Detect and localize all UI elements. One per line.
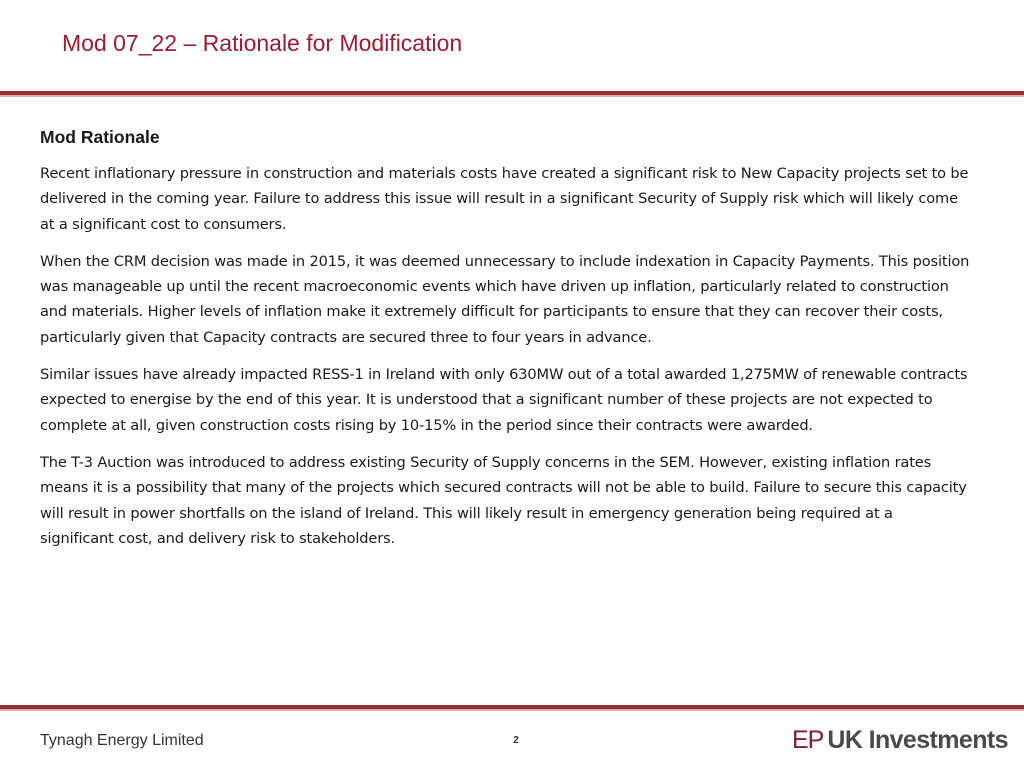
- slide-content: [40, 127, 970, 563]
- paragraph-4: The T-3 Auction was introduced to address existing Security of Supply concerns in the SEM. However, existing inflation rates means it is a possibility that many of the projects which secured contracts will not be able to build. Failure to secure this capacity will result in power shortfalls on the island of Ireland. This will likely result in emergency generation being required at a significant cost, and delivery risk to stakeholders.: [40, 453, 967, 547]
- paragraph-2: When the CRM decision was made in 2015, it was deemed unnecessary to include indexation in Capacity Payments. This position was manageable up until the recent macroeconomic events which have driven up inflation, particularly related to construction and materials. Higher levels of inflation make it extremely difficult for participants to ensure that they can recover their costs, particularly given that Capacity contracts are secured three to four years in advance.: [40, 252, 970, 346]
- ep-uk-investments-logo: [792, 724, 1014, 756]
- header-divider-shadow: [0, 95, 1024, 97]
- logo-uk-investments-text: UK Investments: [827, 726, 1008, 754]
- slide-title: Mod 07_22 – Rationale for Modification: [62, 30, 463, 56]
- logo-ep-text: EP: [792, 726, 824, 754]
- page-number: 2: [513, 735, 519, 746]
- paragraph-3: Similar issues have already impacted RESS-1 in Ireland with only 630MW out of a total awarded 1,275MW of renewable contracts expected to energise by the end of this year. It is understood that a significant number of these projects are not expected to complete at all, given construction costs rising by 10-15% in the period since their contracts were awarded.: [40, 366, 968, 434]
- section-heading: Mod Rationale: [40, 127, 160, 147]
- footer-company-name: Tynagh Energy Limited: [40, 732, 204, 749]
- paragraph-1: Recent inflationary pressure in construction and materials costs have created a significant risk to New Capacity projects set to be delivered in the coming year. Failure to address this issue will result in a significant Security of Supply risk which will likely come at a significant cost to consumers.: [40, 165, 969, 233]
- footer-divider-shadow: [0, 709, 1024, 711]
